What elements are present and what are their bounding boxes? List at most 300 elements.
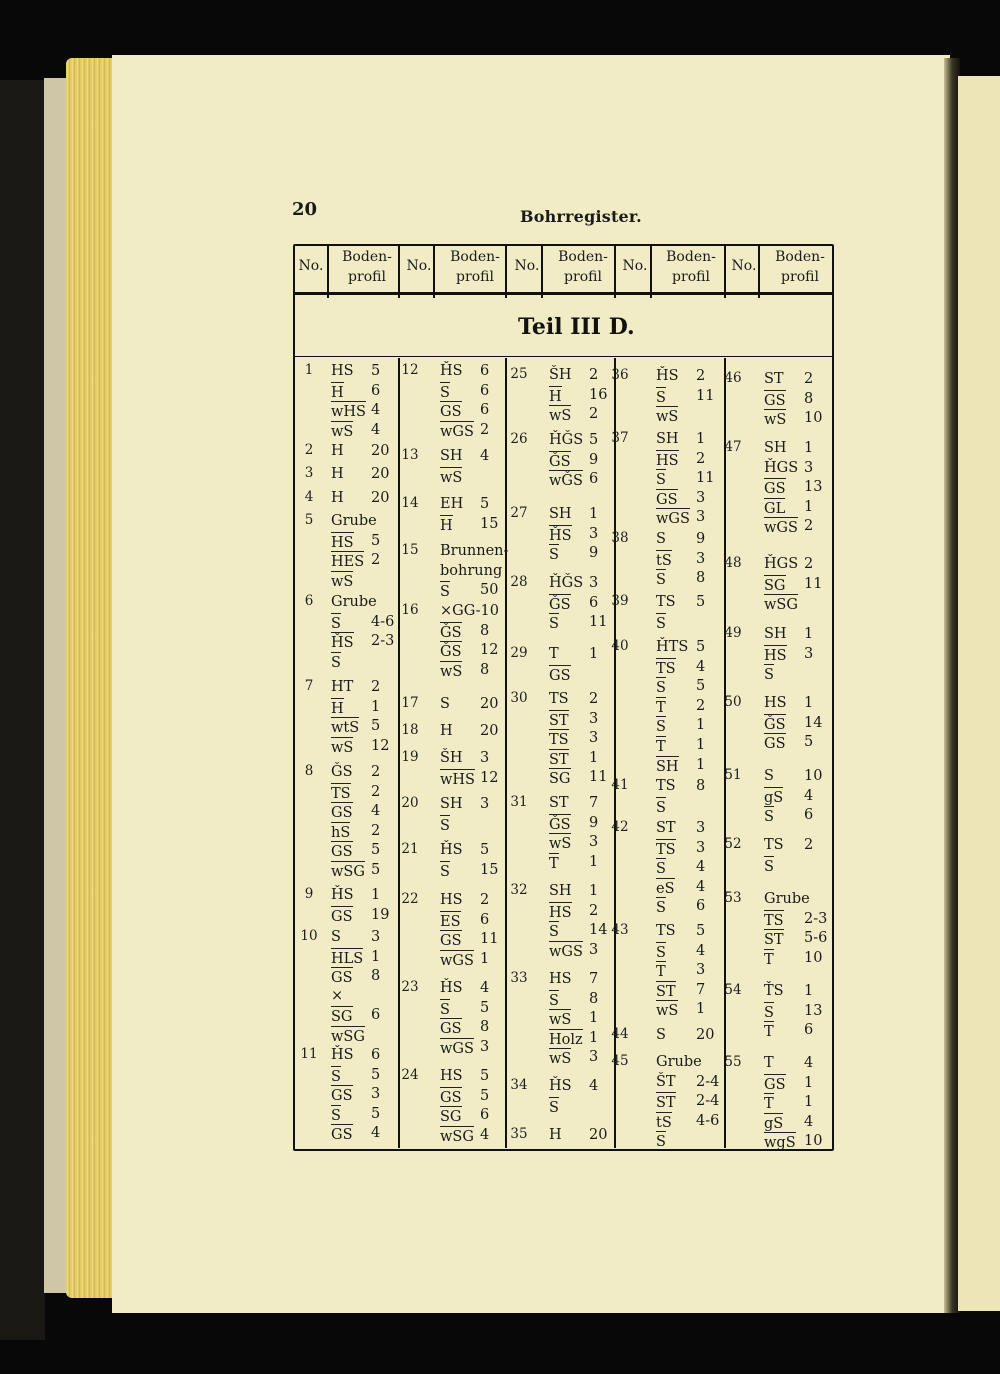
entry-number: 52 bbox=[724, 836, 742, 852]
layer-symbol: ŠH bbox=[549, 367, 572, 383]
layer-symbol: wGS bbox=[440, 421, 474, 441]
layer-thickness: 13 bbox=[804, 1002, 823, 1019]
layer-symbol: SH bbox=[440, 796, 463, 812]
profile-layer bbox=[764, 390, 814, 410]
layer-symbol: ŠH bbox=[440, 750, 463, 766]
layer-symbol: wGS bbox=[440, 1038, 474, 1058]
layer-symbol: ǦS bbox=[549, 594, 571, 614]
layer-thickness: 5 bbox=[371, 862, 381, 878]
layer-symbol: ST bbox=[656, 820, 676, 836]
header-bodenprofil: Boden- bbox=[558, 249, 608, 265]
layer-symbol: HT bbox=[331, 679, 354, 695]
profile-layer bbox=[656, 593, 706, 611]
profile-layer bbox=[440, 841, 490, 859]
layer-symbol: T bbox=[764, 1055, 774, 1071]
entry-number: 33 bbox=[510, 970, 528, 986]
layer-thickness: 1 bbox=[589, 853, 599, 870]
layer-symbol: ȞTS bbox=[656, 639, 689, 655]
profile-layer bbox=[549, 853, 599, 873]
profile-layer bbox=[549, 525, 599, 545]
layer-symbol: ȞGS bbox=[764, 556, 799, 572]
column-divider bbox=[505, 358, 507, 1148]
entry-number: 28 bbox=[510, 574, 528, 590]
layer-symbol: S bbox=[440, 999, 450, 1019]
layer-symbol: wS bbox=[549, 405, 571, 425]
profile-layer bbox=[331, 1124, 381, 1144]
profile-layer bbox=[656, 839, 706, 859]
entry-number: 19 bbox=[401, 749, 419, 765]
profile-layer bbox=[440, 1106, 490, 1126]
layer-thickness: 6 bbox=[804, 1022, 814, 1039]
section-title: Teil III D. bbox=[518, 314, 635, 340]
layer-thickness: 11 bbox=[589, 614, 608, 631]
profile-layer bbox=[549, 366, 599, 384]
profile-layer bbox=[549, 451, 599, 471]
background-shadow bbox=[0, 80, 45, 1340]
layer-thickness: 8 bbox=[589, 990, 599, 1007]
profile-layer bbox=[331, 783, 381, 803]
layer-thickness: 5 bbox=[371, 363, 381, 379]
profile-layer bbox=[549, 990, 599, 1010]
layer-symbol: TS bbox=[764, 910, 784, 930]
layer-thickness: 16 bbox=[589, 386, 608, 403]
profile-layer bbox=[656, 569, 706, 589]
layer-symbol: S bbox=[331, 1066, 341, 1086]
profile-layer bbox=[440, 749, 490, 767]
layer-thickness: 5 bbox=[480, 496, 490, 512]
entry-number: 21 bbox=[401, 841, 419, 857]
entry-number: 11 bbox=[300, 1046, 318, 1062]
layer-thickness: 5 bbox=[480, 1068, 490, 1084]
profile-layer bbox=[331, 822, 381, 842]
layer-thickness: 20 bbox=[371, 466, 390, 482]
layer-symbol: GS bbox=[440, 1087, 462, 1107]
layer-symbol: S bbox=[656, 797, 666, 817]
profile-layer bbox=[549, 941, 599, 961]
layer-symbol: ST bbox=[549, 710, 569, 730]
layer-thickness: 1 bbox=[804, 983, 814, 999]
entry-number: 53 bbox=[724, 890, 742, 906]
running-head: Bohrregister. bbox=[520, 207, 642, 226]
layer-symbol: S bbox=[656, 569, 666, 589]
entry-number: 2 bbox=[304, 442, 314, 458]
layer-symbol: H bbox=[549, 386, 562, 406]
layer-thickness: 6 bbox=[696, 898, 706, 915]
profile-layer bbox=[764, 498, 814, 518]
profile-layer bbox=[440, 602, 499, 620]
layer-thickness: 1 bbox=[589, 749, 599, 766]
profile-layer bbox=[549, 645, 599, 663]
entry-number: 43 bbox=[611, 922, 629, 938]
layer-thickness: 8 bbox=[480, 1019, 490, 1036]
profile-layer bbox=[656, 508, 706, 528]
layer-thickness: 4 bbox=[804, 787, 814, 804]
profile-layer bbox=[764, 1002, 823, 1022]
entry-number: 45 bbox=[611, 1053, 629, 1069]
layer-thickness: 4 bbox=[480, 980, 490, 996]
profile-layer bbox=[764, 767, 823, 785]
layer-symbol: S bbox=[331, 652, 341, 672]
profile-layer bbox=[656, 530, 706, 548]
profile-layer bbox=[440, 1087, 490, 1107]
header-no: No. bbox=[731, 258, 757, 274]
layer-thickness: 5 bbox=[696, 923, 706, 939]
profile-layer bbox=[656, 819, 706, 837]
layer-thickness: 1 bbox=[804, 695, 814, 711]
entry-number: 8 bbox=[304, 763, 314, 779]
layer-thickness: 15 bbox=[480, 861, 499, 878]
layer-thickness: 5 bbox=[696, 594, 706, 610]
layer-thickness: 3 bbox=[480, 750, 490, 766]
layer-symbol: ȞS bbox=[656, 368, 679, 384]
layer-symbol: GS bbox=[764, 390, 786, 410]
layer-thickness: 4 bbox=[480, 448, 490, 464]
profile-layer bbox=[764, 370, 814, 388]
profile-layer bbox=[764, 929, 828, 949]
profile-layer bbox=[656, 716, 706, 736]
layer-thickness: 1 bbox=[589, 506, 599, 522]
profile-layer bbox=[440, 891, 490, 909]
layer-symbol: wGS bbox=[764, 517, 798, 537]
layer-thickness: 2 bbox=[371, 552, 381, 569]
layer-thickness: 8 bbox=[480, 661, 490, 678]
layer-symbol: wS bbox=[764, 409, 786, 429]
layer-symbol: TS bbox=[656, 839, 676, 859]
profile-layer bbox=[440, 930, 499, 950]
profile-layer bbox=[331, 489, 390, 507]
layer-symbol: Grube bbox=[331, 513, 377, 529]
layer-symbol: S bbox=[656, 387, 666, 407]
layer-symbol: ȞS bbox=[549, 525, 572, 545]
profile-layer bbox=[549, 794, 599, 812]
entry-number: 31 bbox=[510, 794, 528, 810]
layer-symbol: ȞS bbox=[331, 1047, 354, 1063]
layer-thickness: 6 bbox=[589, 594, 599, 611]
profile-layer bbox=[331, 442, 390, 460]
layer-thickness: 7 bbox=[589, 971, 599, 987]
profile-layer bbox=[764, 645, 814, 665]
layer-symbol: wGS bbox=[656, 508, 690, 528]
profile-layer bbox=[764, 664, 774, 684]
profile-layer bbox=[331, 593, 377, 611]
entry-number: 51 bbox=[724, 767, 742, 783]
layer-symbol: EH bbox=[440, 496, 464, 512]
entry-number: 3 bbox=[304, 465, 314, 481]
layer-symbol: HES bbox=[331, 551, 364, 571]
layer-symbol: bohrung bbox=[440, 562, 503, 579]
layer-thickness: 3 bbox=[589, 941, 599, 958]
profile-layer bbox=[440, 401, 490, 421]
entry-number: 15 bbox=[401, 542, 419, 558]
header-bodenprofil: profil bbox=[456, 269, 494, 285]
header-no: No. bbox=[514, 258, 540, 274]
entry-number: 49 bbox=[724, 625, 742, 641]
profile-layer bbox=[764, 409, 823, 429]
entry-number: 39 bbox=[611, 593, 629, 609]
profile-layer bbox=[764, 1054, 814, 1072]
layer-symbol: S bbox=[549, 613, 559, 633]
layer-symbol: GS bbox=[331, 841, 353, 861]
profile-layer bbox=[331, 421, 381, 441]
profile-layer bbox=[656, 1112, 720, 1132]
profile-layer bbox=[440, 495, 490, 513]
layer-symbol: TS bbox=[331, 783, 351, 803]
layer-thickness: 2 bbox=[696, 697, 706, 714]
profile-layer bbox=[656, 777, 706, 795]
profile-layer bbox=[440, 795, 490, 813]
layer-thickness: 3 bbox=[371, 929, 381, 945]
layer-symbol: GS bbox=[764, 733, 786, 753]
layer-thickness: 1 bbox=[589, 1029, 599, 1046]
profile-layer bbox=[549, 574, 599, 592]
title-rule bbox=[295, 356, 832, 357]
layer-thickness: 4 bbox=[589, 1078, 599, 1094]
layer-thickness: 5-6 bbox=[804, 930, 828, 947]
profile-layer bbox=[656, 387, 715, 407]
entry-number: 4 bbox=[304, 489, 314, 505]
profile-layer bbox=[440, 999, 490, 1019]
layer-symbol: TS bbox=[656, 778, 676, 794]
layer-thickness: 3 bbox=[696, 962, 706, 979]
layer-symbol: GS bbox=[440, 930, 462, 950]
layer-thickness: 5 bbox=[371, 1066, 381, 1083]
layer-symbol: GS bbox=[549, 665, 571, 685]
layer-symbol: H bbox=[549, 1127, 562, 1143]
profile-layer bbox=[331, 1006, 381, 1026]
layer-symbol: wǦS bbox=[549, 470, 583, 490]
layer-thickness: 2 bbox=[589, 367, 599, 383]
layer-thickness: 4 bbox=[371, 1125, 381, 1142]
layer-thickness: 6 bbox=[480, 1107, 490, 1124]
layer-symbol: SH bbox=[656, 431, 679, 447]
layer-thickness: 5 bbox=[371, 842, 381, 859]
layer-symbol: × bbox=[331, 987, 344, 1004]
layer-thickness: 3 bbox=[696, 820, 706, 836]
layer-thickness: 10 bbox=[804, 768, 823, 784]
profile-layer bbox=[764, 478, 823, 498]
layer-symbol: ST bbox=[764, 371, 784, 387]
profile-layer bbox=[440, 722, 499, 740]
profile-layer bbox=[764, 714, 823, 734]
profile-layer bbox=[440, 695, 499, 713]
profile-layer bbox=[549, 1126, 608, 1144]
layer-thickness: 4 bbox=[804, 1055, 814, 1071]
column-divider bbox=[724, 358, 726, 1148]
profile-layer bbox=[764, 575, 823, 595]
layer-thickness: 12 bbox=[480, 769, 499, 786]
layer-thickness: 5 bbox=[480, 1087, 490, 1104]
layer-thickness: 8 bbox=[804, 390, 814, 407]
layer-symbol: SG bbox=[440, 1106, 462, 1126]
layer-thickness: 2 bbox=[371, 679, 381, 695]
profile-layer bbox=[331, 886, 381, 904]
layer-symbol: TS bbox=[549, 729, 569, 749]
layer-symbol: HS bbox=[764, 695, 787, 711]
layer-thickness: 2-3 bbox=[804, 910, 828, 927]
layer-symbol: ȞS bbox=[440, 980, 463, 996]
layer-thickness: 1 bbox=[371, 698, 381, 715]
layer-symbol: S bbox=[331, 929, 341, 945]
layer-symbol: ȞS bbox=[440, 842, 463, 858]
layer-thickness: 4 bbox=[696, 878, 706, 895]
profile-layer bbox=[331, 841, 381, 861]
layer-thickness: 8 bbox=[696, 778, 706, 794]
profile-layer bbox=[656, 677, 706, 697]
layer-symbol: ŤS bbox=[764, 983, 784, 999]
layer-thickness: 1 bbox=[696, 1001, 706, 1018]
layer-symbol: ǦS bbox=[764, 714, 786, 734]
layer-symbol: SH bbox=[549, 506, 572, 522]
layer-symbol: HLS bbox=[331, 948, 363, 968]
layer-thickness: 11 bbox=[480, 931, 499, 948]
profile-layer bbox=[440, 1067, 490, 1085]
layer-symbol: S bbox=[440, 581, 450, 601]
profile-layer bbox=[656, 613, 666, 633]
layer-symbol: H bbox=[331, 698, 344, 718]
profile-layer bbox=[764, 836, 814, 854]
layer-symbol: T bbox=[764, 1093, 774, 1113]
layer-thickness: 5 bbox=[480, 999, 490, 1016]
layer-symbol: H bbox=[331, 382, 344, 402]
layer-symbol: Brunnen- bbox=[440, 543, 509, 559]
layer-symbol: wgS bbox=[764, 1132, 796, 1152]
profile-layer bbox=[656, 1053, 702, 1071]
facing-page-edge bbox=[958, 76, 1000, 1311]
entry-number: 6 bbox=[304, 593, 314, 609]
layer-symbol: S bbox=[656, 531, 666, 547]
layer-symbol: SH bbox=[440, 448, 463, 464]
profile-layer bbox=[331, 906, 390, 926]
layer-thickness: 4 bbox=[371, 402, 381, 419]
layer-symbol: ǦS bbox=[331, 764, 353, 780]
layer-thickness: 2 bbox=[804, 837, 814, 853]
layer-symbol: wS bbox=[656, 1000, 678, 1020]
layer-thickness: 2 bbox=[589, 902, 599, 919]
entry-number: 30 bbox=[510, 690, 528, 706]
layer-thickness: 8 bbox=[480, 622, 490, 639]
layer-thickness: 5 bbox=[480, 842, 490, 858]
layer-symbol: S bbox=[764, 806, 774, 826]
layer-thickness: 3 bbox=[480, 1038, 490, 1055]
profile-layer bbox=[331, 987, 343, 1005]
profile-layer bbox=[764, 910, 828, 930]
layer-symbol: ST bbox=[549, 795, 569, 811]
profile-layer bbox=[331, 948, 381, 968]
layer-symbol: HS bbox=[764, 645, 787, 665]
profile-layer bbox=[656, 756, 706, 776]
layer-thickness: 2 bbox=[371, 783, 381, 800]
layer-symbol: GS bbox=[764, 1074, 786, 1094]
layer-symbol: S bbox=[440, 696, 450, 712]
header-no: No. bbox=[622, 258, 648, 274]
profile-layer bbox=[440, 815, 450, 835]
layer-thickness: 11 bbox=[589, 769, 608, 786]
profile-layer bbox=[331, 1066, 381, 1086]
layer-symbol: ŠT bbox=[656, 1073, 676, 1090]
header-rule-bottom bbox=[295, 292, 832, 295]
layer-thickness: 20 bbox=[480, 723, 499, 739]
page-number: 20 bbox=[292, 199, 318, 220]
layer-symbol: SH bbox=[764, 440, 787, 456]
layer-thickness: 20 bbox=[480, 696, 499, 712]
layer-symbol: TS bbox=[656, 594, 676, 610]
layer-symbol: S bbox=[764, 856, 774, 876]
layer-thickness: 9 bbox=[589, 814, 599, 831]
profile-layer bbox=[331, 737, 390, 757]
profile-layer bbox=[549, 921, 608, 941]
layer-thickness: 15 bbox=[480, 515, 499, 532]
profile-layer bbox=[440, 661, 490, 681]
layer-thickness: 5 bbox=[696, 639, 706, 655]
layer-symbol: TS bbox=[764, 837, 784, 853]
layer-symbol: wGS bbox=[549, 941, 583, 961]
profile-layer bbox=[331, 967, 381, 987]
layer-thickness: 6 bbox=[480, 402, 490, 419]
profile-layer bbox=[440, 581, 499, 601]
profile-layer bbox=[764, 1113, 814, 1133]
profile-layer bbox=[764, 594, 798, 614]
profile-layer bbox=[331, 698, 381, 718]
layer-thickness: 9 bbox=[589, 451, 599, 468]
profile-layer bbox=[549, 1048, 599, 1068]
layer-symbol: S bbox=[764, 664, 774, 684]
entry-number: 18 bbox=[401, 722, 419, 738]
profile-layer bbox=[549, 594, 599, 614]
layer-symbol: SG bbox=[549, 768, 571, 788]
layer-symbol: HS bbox=[549, 902, 572, 922]
layer-thickness: 50 bbox=[480, 582, 499, 599]
profile-layer bbox=[764, 517, 814, 537]
profile-layer bbox=[549, 505, 599, 523]
layer-thickness: 5 bbox=[371, 718, 381, 735]
entry-number: 10 bbox=[300, 928, 318, 944]
layer-symbol: HS bbox=[549, 971, 572, 987]
profile-layer bbox=[656, 550, 706, 570]
entry-number: 46 bbox=[724, 370, 742, 386]
profile-layer bbox=[764, 856, 774, 876]
layer-thickness: 2-3 bbox=[371, 633, 395, 650]
profile-layer bbox=[331, 362, 381, 380]
profile-layer bbox=[764, 439, 814, 457]
layer-symbol: wS bbox=[549, 1048, 571, 1068]
entry-number: 32 bbox=[510, 882, 528, 898]
layer-symbol: tS bbox=[656, 550, 672, 570]
profile-layer bbox=[331, 613, 395, 633]
layer-symbol: ST bbox=[656, 1092, 676, 1112]
profile-layer bbox=[440, 979, 490, 997]
layer-thickness: 4 bbox=[480, 1126, 490, 1143]
profile-layer bbox=[440, 421, 490, 441]
layer-symbol: H bbox=[440, 723, 453, 739]
layer-thickness: 1 bbox=[804, 626, 814, 642]
layer-symbol: Grube bbox=[331, 594, 377, 610]
profile-layer bbox=[440, 515, 499, 535]
profile-layer bbox=[331, 401, 381, 421]
layer-symbol: S bbox=[440, 382, 450, 402]
layer-thickness: 5 bbox=[371, 1105, 381, 1122]
profile-layer bbox=[764, 1132, 823, 1152]
entry-number: 47 bbox=[724, 439, 742, 455]
layer-thickness: 5 bbox=[371, 532, 381, 549]
entry-number: 36 bbox=[611, 367, 629, 383]
layer-symbol: S bbox=[656, 469, 666, 489]
layer-thickness: 6 bbox=[480, 363, 490, 379]
layer-thickness: 6 bbox=[371, 1047, 381, 1063]
profile-layer bbox=[331, 1105, 381, 1125]
profile-layer bbox=[331, 763, 381, 781]
layer-symbol: wS bbox=[440, 467, 462, 487]
layer-symbol: ȞS bbox=[331, 632, 354, 652]
